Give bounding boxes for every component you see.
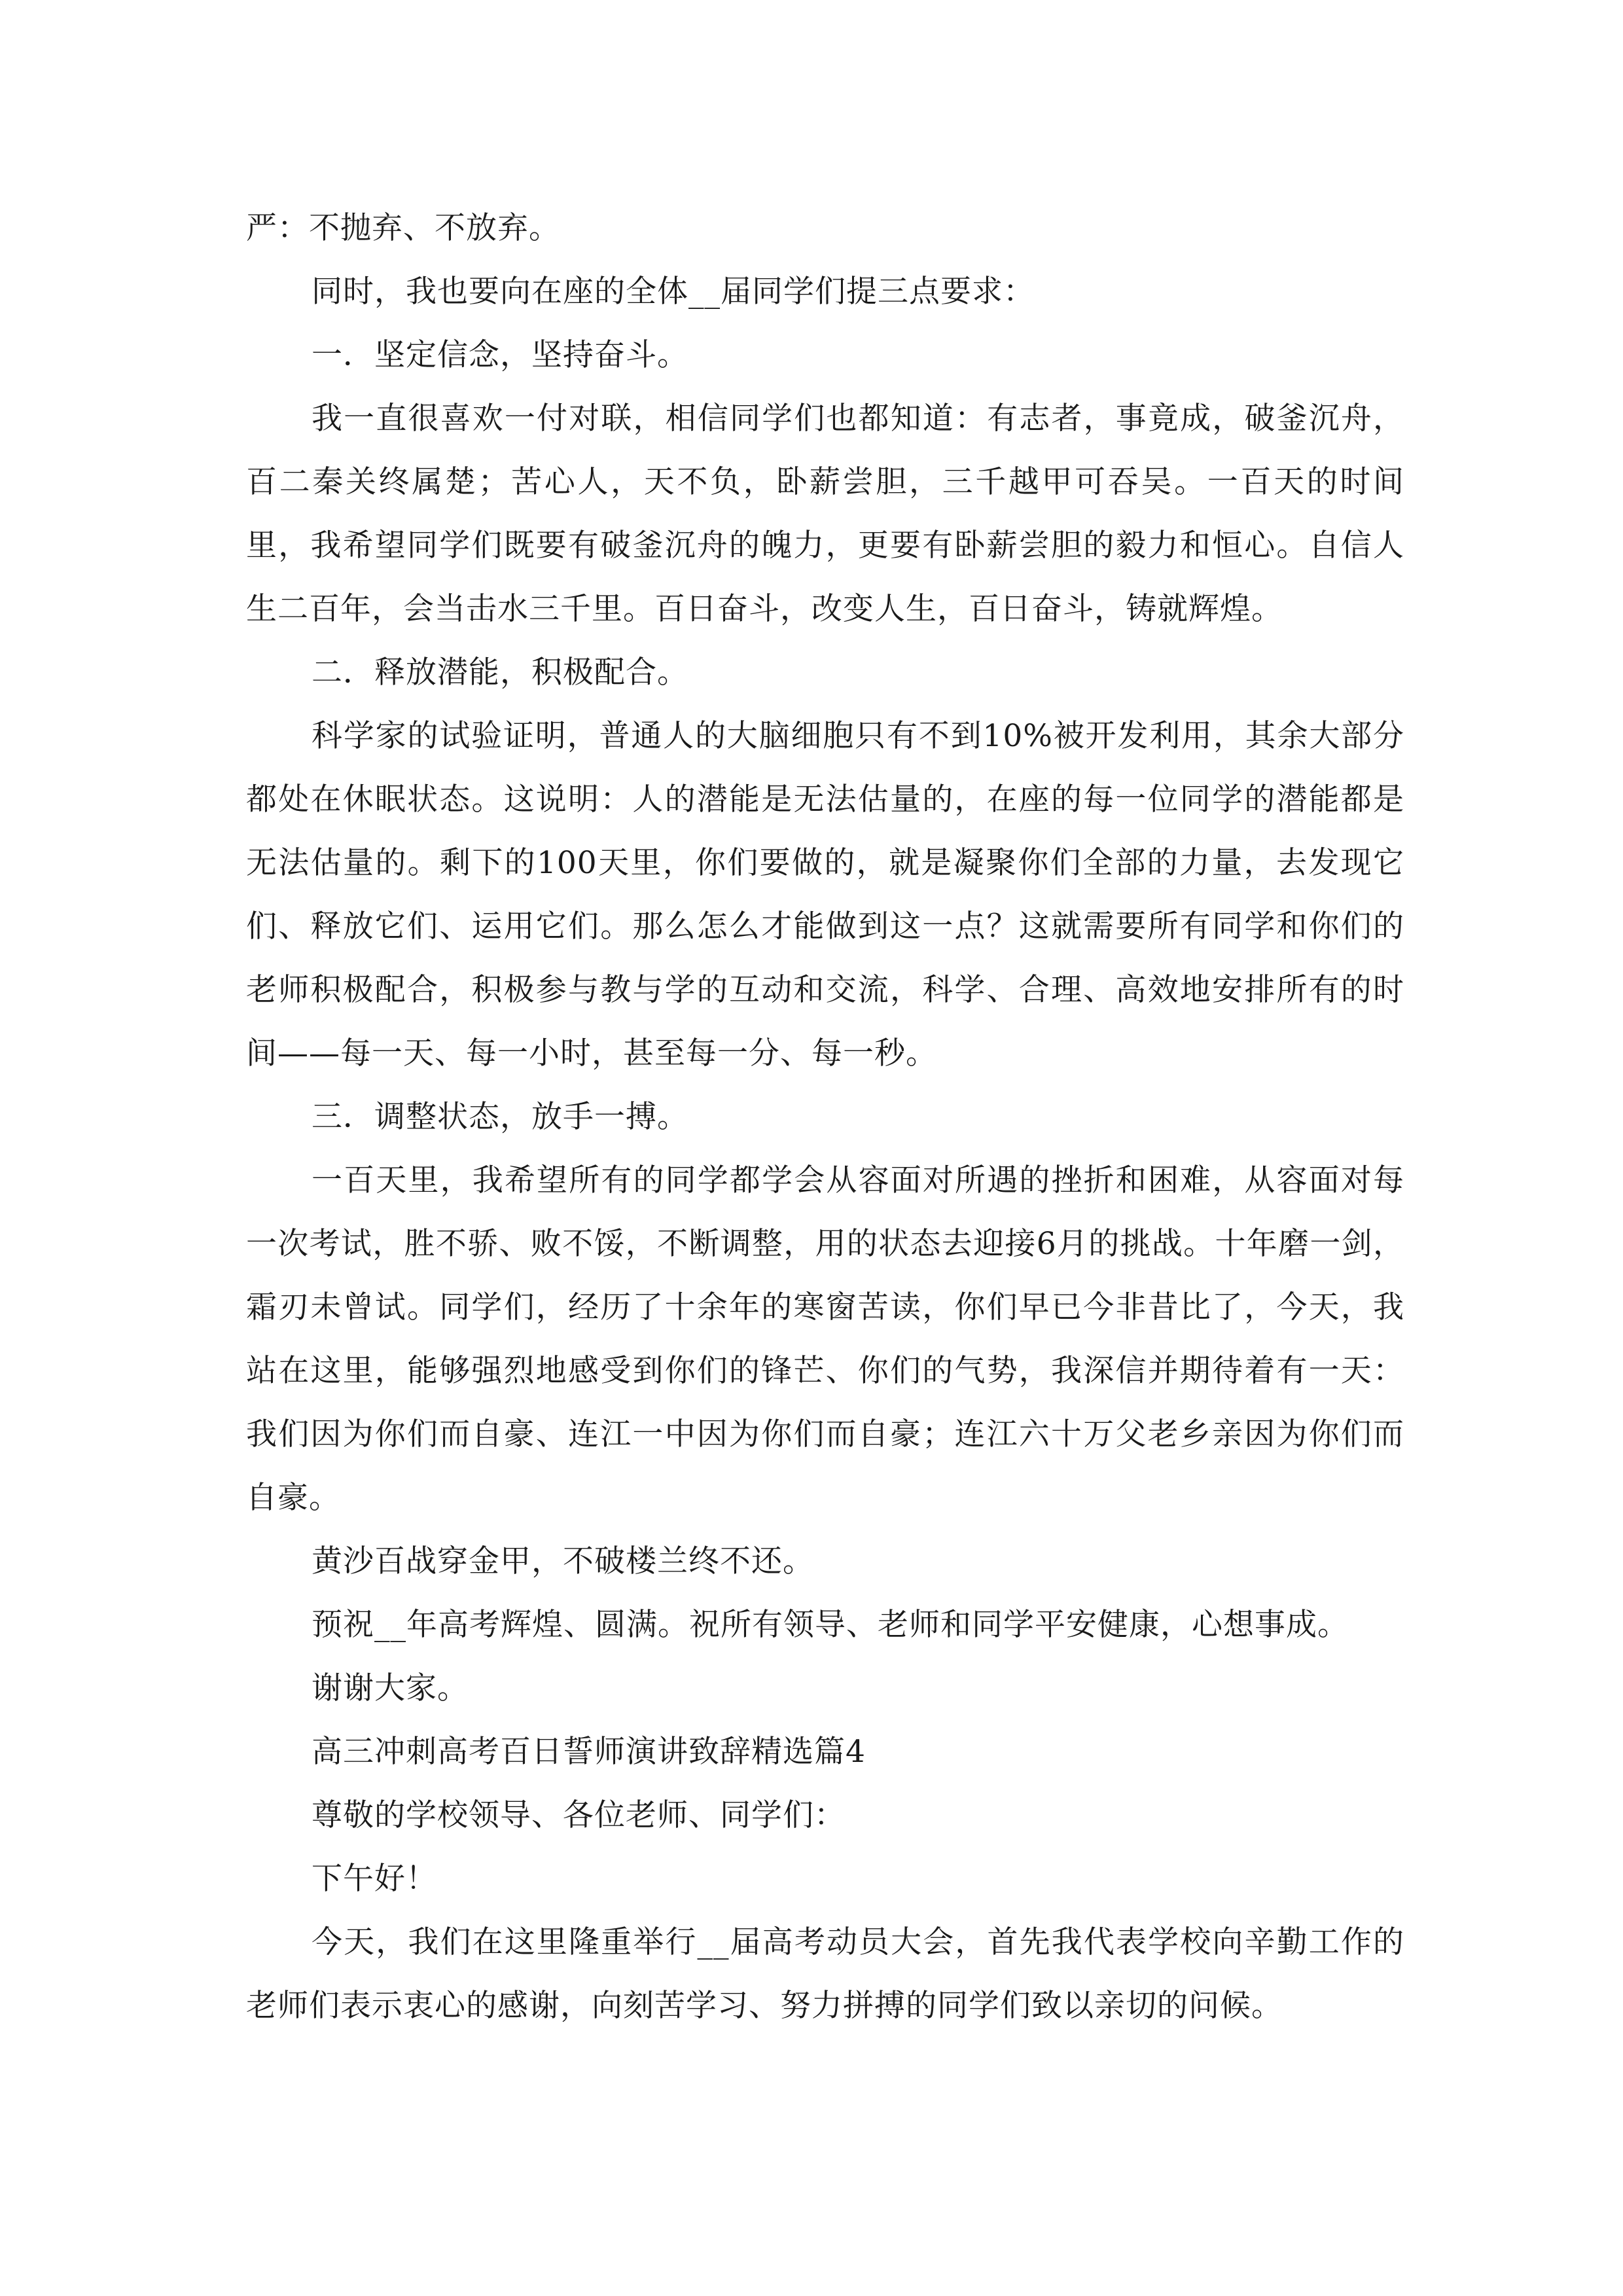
paragraph-1: 严：不抛弃、不放弃。 [246,210,560,246]
document-body [246,196,1404,2037]
section-heading-1: 一．坚定信念，坚持奋斗。 [312,337,688,373]
greeting: 下午好！ [312,1861,437,1897]
wishes-paragraph: 预祝__年高考辉煌、圆满。祝所有领导、老师和同学平安健康，心想事成。 [312,1607,1349,1643]
section-heading-3: 三．调整状态，放手一搏。 [312,1099,688,1135]
section-heading-2: 二．释放潜能，积极配合。 [312,655,688,691]
article-title: 高三冲刺高考百日誓师演讲致辞精选篇4 [312,1734,866,1770]
paragraph-2: 同时，我也要向在座的全体__届同学们提三点要求： [312,274,1035,310]
thanks-line: 谢谢大家。 [312,1670,469,1706]
opening-paragraph: 今天，我们在这里隆重举行__届高考动员大会，首先我代表学校向辛勤工作的老师们表示衷心的感谢，向刻苦学习、努力拼搏的同学们致以亲切的问候。 [246,1924,1404,2024]
paragraph-3: 我一直很喜欢一付对联，相信同学们也都知道：有志者，事竟成，破釜沉舟，百二秦关终属楚；苦心人，天不负，卧薪尝胆，三千越甲可吞吴。一百天的时间里，我希望同学们既要有破釜沉舟的魄力，更要有卧薪尝胆的毅力和恒心。自信人生二百年，会当击水三千里。百日奋斗，改变人生，百日奋斗，铸就辉煌。 [246,401,1404,627]
salutation: 尊敬的学校领导、各位老师、同学们： [312,1797,846,1833]
poem-line: 黄沙百战穿金甲，不破楼兰终不还。 [312,1543,814,1579]
paragraph-4: 科学家的试验证明，普通人的大脑细胞只有不到10%被开发利用，其余大部分都处在休眠状态。这说明：人的潜能是无法估量的，在座的每一位同学的潜能都是无法估量的。剩下的100天里，你们要做的，就是凝聚你们全部的力量，去发现它们、释放它们、运用它们。那么怎么才能做到这一点？这就需要所有同学和你们的老师积极配合，积极参与教与学的互动和交流，科学、合理、高效地安排所有的时间——每一天、每一小时，甚至每一分、每一秒。 [246,718,1404,1071]
paragraph-5: 一百天里，我希望所有的同学都学会从容面对所遇的挫折和困难，从容面对每一次考试，胜不骄、败不馁，不断调整，用的状态去迎接6月的挑战。十年磨一剑，霜刃未曾试。同学们，经历了十余年的寒窗苦读，你们早已今非昔比了，今天，我站在这里，能够强烈地感受到你们的锋芒、你们的气势，我深信并期待着有一天：我们因为你们而自豪、连江一中因为你们而自豪；连江六十万父老乡亲因为你们而自豪。 [246,1162,1404,1516]
